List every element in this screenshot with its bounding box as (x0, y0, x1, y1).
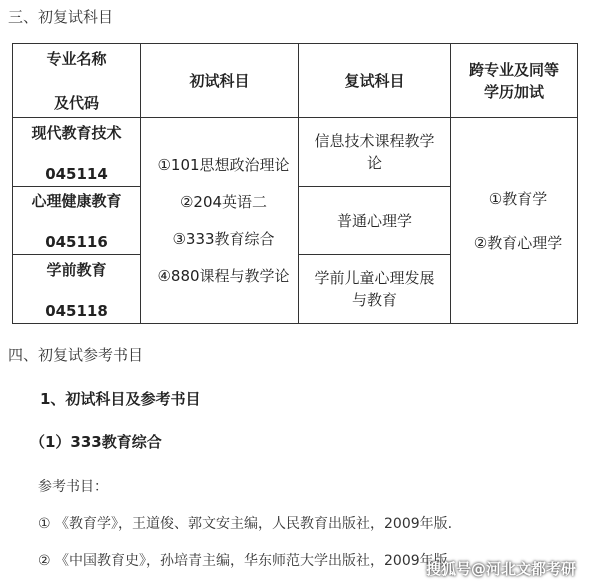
section-heading: 三、初复试科目 (8, 8, 114, 26)
reference-label: 参考书目： (38, 479, 108, 495)
header-major: 专业名称 及代码 (13, 44, 141, 118)
major-cell (13, 187, 141, 255)
major-code: 045114 (45, 164, 108, 183)
header-initial: 初试科目 (141, 44, 299, 118)
major-cell (13, 255, 141, 324)
initial-subject: ④880课程与教学论 (157, 266, 290, 285)
retest-subject: 普通心理学 (299, 187, 451, 255)
exam-subjects-table (12, 43, 578, 324)
initial-subjects-cell (141, 118, 299, 324)
watermark: 搜狐号@河北文都考研 (426, 560, 577, 578)
major-name: 心理健康教育 (31, 192, 122, 210)
major-code: 045118 (45, 301, 108, 320)
retest-subject: 信息技术课程教学论 (299, 118, 451, 187)
major-cell (13, 118, 141, 187)
section-heading: 四、初复试参考书目 (8, 346, 144, 364)
initial-subject: ③333教育综合 (172, 229, 275, 248)
retest-subject: 学前儿童心理发展与教育 (299, 255, 451, 324)
cross-subject: ①教育学 (488, 189, 548, 208)
major-code: 045116 (45, 233, 108, 251)
subject-title: （1）333教育综合 (30, 433, 162, 451)
major-name: 学前教育 (46, 260, 107, 279)
major-name: 现代教育技术 (31, 123, 122, 142)
subsection-title: 1、初试科目及参考书目 (40, 390, 201, 408)
initial-subject: ①101思想政治理论 (157, 155, 290, 174)
header-cross: 跨专业及同等 学历加试 (451, 44, 578, 118)
cross-subject: ②教育心理学 (473, 233, 563, 252)
cross-subjects-cell (451, 118, 578, 324)
initial-subject: ②204英语二 (179, 192, 268, 211)
reference-book: ① 《教育学》，王道俊、郭文安主编，人民教育出版社，2009年版. (38, 516, 453, 532)
header-retest: 复试科目 (299, 44, 451, 118)
reference-book: ② 《中国教育史》，孙培青主编，华东师范大学出版社，2009年版. (38, 553, 453, 569)
